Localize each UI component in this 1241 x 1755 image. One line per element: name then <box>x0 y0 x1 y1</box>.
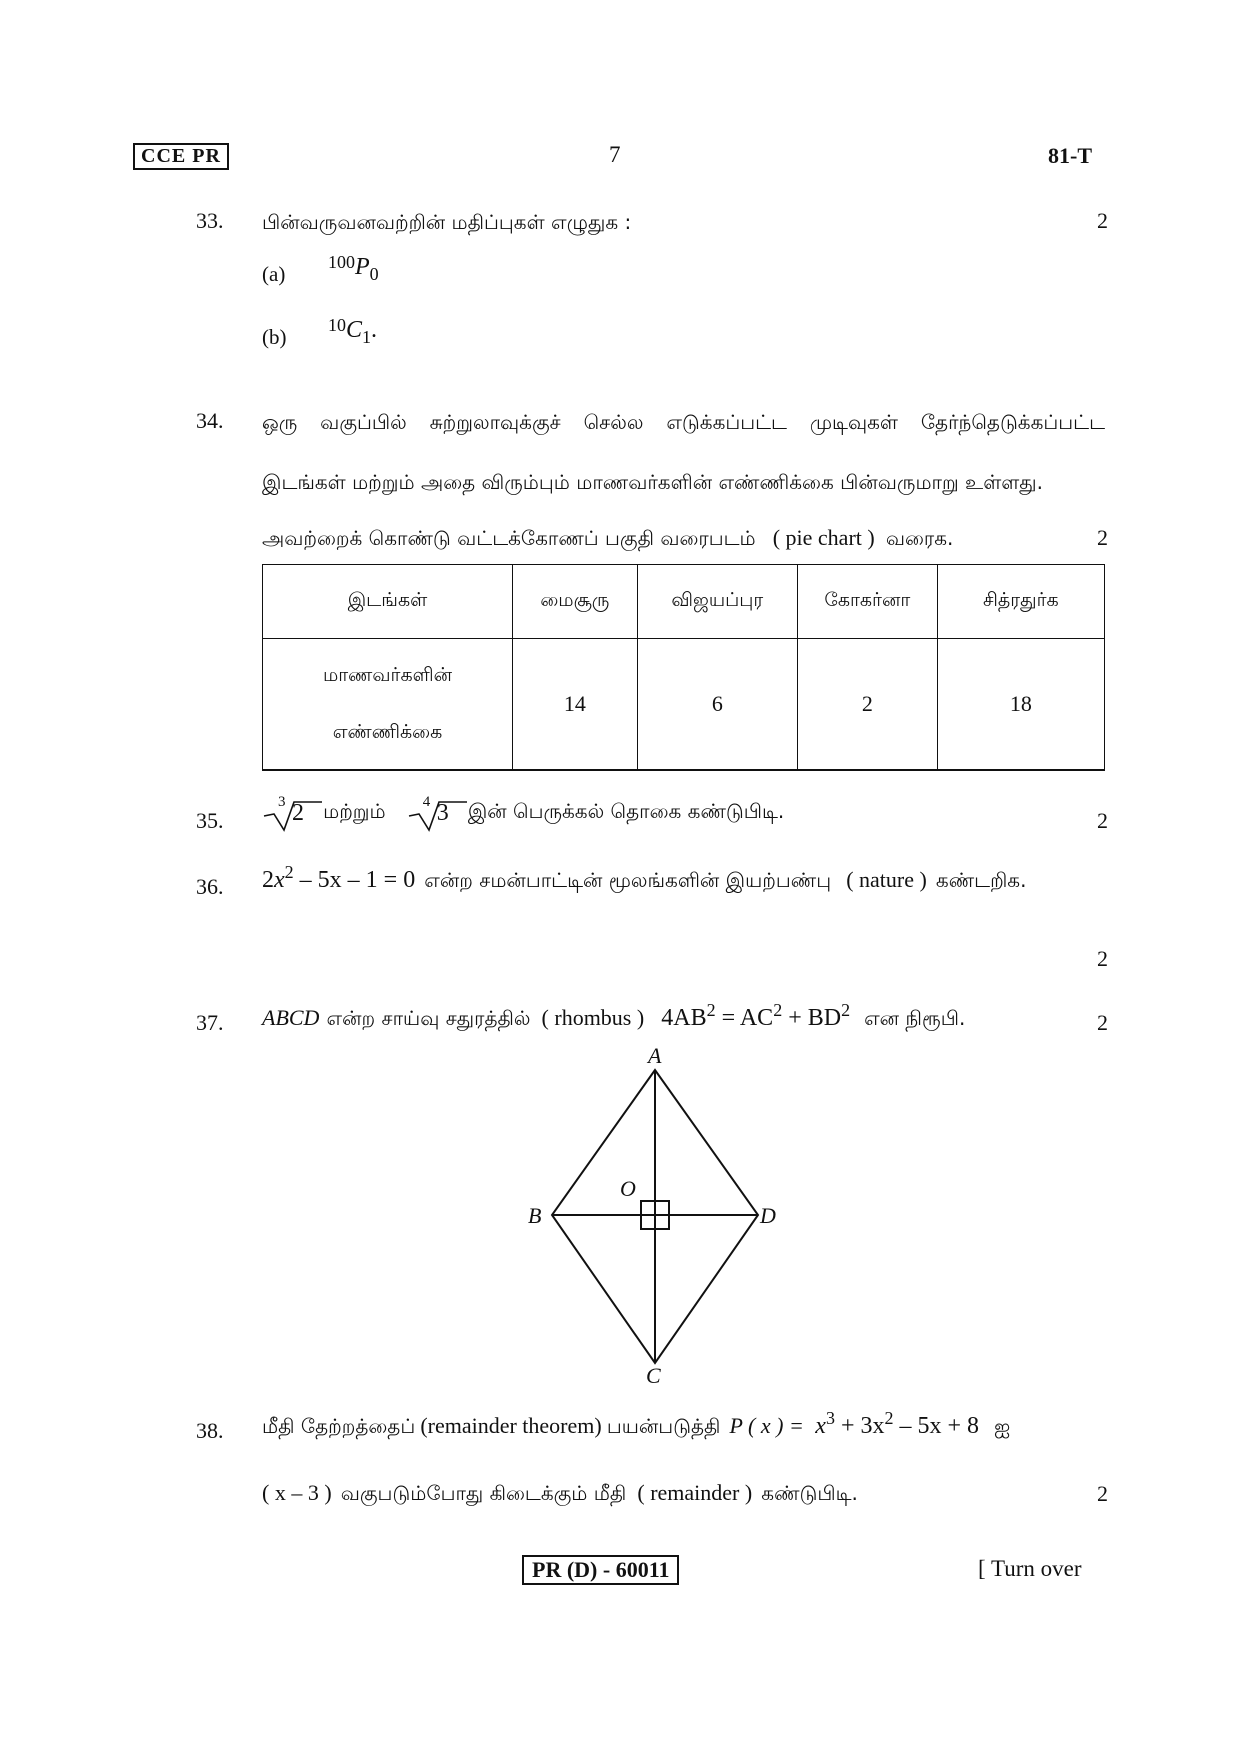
table-header-row <box>263 565 1105 639</box>
q38-number: 38. <box>196 1418 224 1443</box>
q34-number: 34. <box>196 408 224 433</box>
q38-line-2: ( x – 3 ) வகுபடும்போது கிடைக்கும் மீதி ( remainder ) கண்டுபிடி. <box>262 1480 858 1505</box>
table-header-place: சித்ரதுர்க <box>937 565 1104 639</box>
page-number: 7 <box>609 142 621 167</box>
header-code-box: CCE PR <box>133 143 229 170</box>
vertex-label-a: A <box>648 1043 662 1068</box>
vertex-label-d: D <box>760 1203 776 1228</box>
q33-text: பின்வருவனவற்றின் மதிப்புகள் எழுதுக : <box>262 210 632 234</box>
q36-number: 36. <box>196 874 224 899</box>
vertex-label-b: B <box>528 1203 542 1228</box>
q34-line-3: அவற்றைக் கொண்டு வட்டக்கோணப் பகுதி வரைபடம் ( pie chart ) வரைக. <box>262 525 954 550</box>
rhombus-figure <box>520 1035 780 1385</box>
cube-root-2: 3 2 <box>262 798 304 825</box>
table-header-place: கோகர்னா <box>797 565 937 639</box>
table-header-place: மைசூரு <box>512 565 637 639</box>
q33a-expression: $^{100}P_0$ <box>328 252 379 284</box>
q38-marks: 2 <box>1097 1481 1108 1506</box>
table-cell: 18 <box>937 639 1104 771</box>
q36-text: $2x^2 - 5x - 1 = 0$ என்ற சமன்பாட்டின் மூலங்களின் இயற்பண்பு ( nature ) கண்டறிக. <box>262 862 1027 893</box>
header-paper-code: 81-T <box>1048 143 1092 168</box>
fourth-root-3: 4 3 <box>407 798 449 825</box>
turn-over-note: [ Turn over <box>978 1556 1082 1581</box>
q36-marks: 2 <box>1097 946 1108 971</box>
q33-marks: 2 <box>1097 208 1108 233</box>
q35-expression: 3 2 மற்றும் 4 3 இன் பெருக்கல் தொகை கண்டுபிடி. <box>262 798 784 838</box>
table-header-place: விஜயப்புர <box>637 565 797 639</box>
q33b-expression: $^{10}C_1$. <box>328 315 378 347</box>
q37-marks: 2 <box>1097 1010 1108 1035</box>
q34-line-1: ஒரு வகுப்பில் சுற்றுலாவுக்குச் செல்ல எடுக்கப்பட்ட முடிவுகள் தேர்ந்தெடுக்கப்பட்ட <box>262 410 1105 434</box>
q34-marks: 2 <box>1097 525 1108 550</box>
q37-number: 37. <box>196 1010 224 1035</box>
table-row-label: மாணவர்களின் எண்ணிக்கை <box>263 639 513 771</box>
footer-paper-code: PR (D) - 60011 <box>522 1555 679 1585</box>
table-cell: 14 <box>512 639 637 771</box>
students-per-place-table <box>262 564 1105 771</box>
table-header-label: இடங்கள் <box>263 565 513 639</box>
table-cell: 2 <box>797 639 937 771</box>
q35-number: 35. <box>196 808 224 833</box>
q34-line-2: இடங்கள் மற்றும் அதை விரும்பும் மாணவர்களின் எண்ணிக்கை பின்வருமாறு உள்ளது. <box>262 470 1043 494</box>
q35-marks: 2 <box>1097 808 1108 833</box>
q37-text: ABCD என்ற சாய்வு சதுரத்தில் ( rhombus ) $4AB^2 = AC^2 + BD^2$ என நிரூபி. <box>262 1000 966 1031</box>
table-row <box>263 639 1105 771</box>
q33-number: 33. <box>196 208 224 233</box>
q33b-label: (b) <box>262 325 287 349</box>
q33a-label: (a) <box>262 262 286 286</box>
table-cell: 6 <box>637 639 797 771</box>
center-label-o: O <box>620 1176 636 1201</box>
q38-line-1: மீதி தேற்றத்தைப் (remainder theorem) பயன்படுத்தி P ( x ) = $x^3 + 3x^2 - 5x + 8$ ஐ <box>262 1408 1011 1439</box>
vertex-label-c: C <box>646 1363 661 1385</box>
